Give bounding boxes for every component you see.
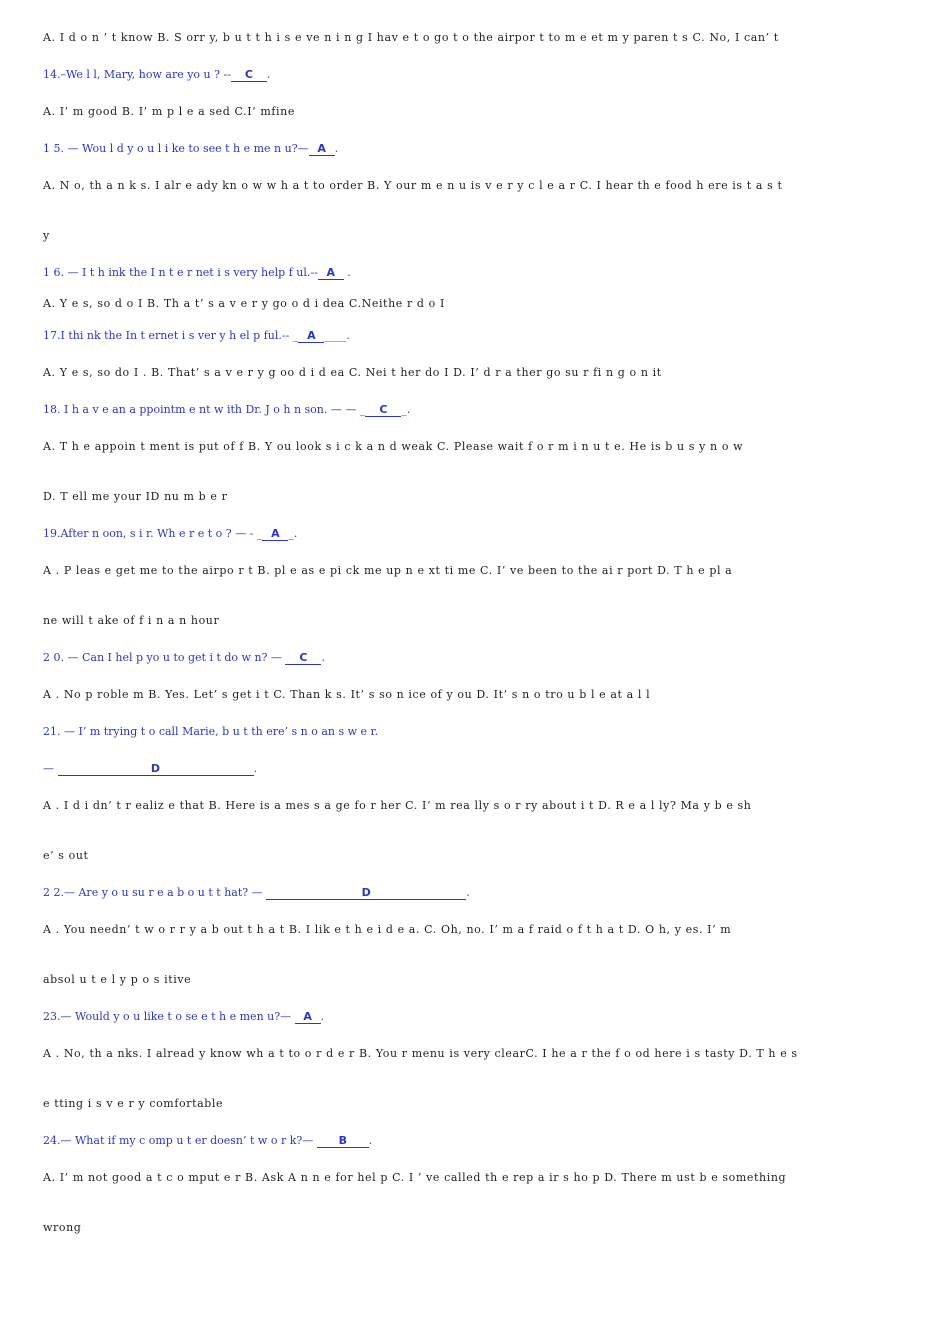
options-line <box>43 31 910 45</box>
option-text: A . I d i dn’ t r ealiz e that B. Here is a mes s a ge fo r her C. I’ m rea lly s o r ry about i t D. R e a l ly? Ma y b e sh <box>43 799 752 812</box>
answer-blank: C <box>285 652 321 665</box>
question-text: 1 6. — I t h ink the I n t e r net i s very help f ul.-- <box>43 266 318 279</box>
question-text: 17.I thi nk the In t ernet i s ver y h el p ful.-- _ <box>43 329 299 342</box>
question-text: 1 5. — Wou l d y o u l i ke to see t h e me n u?— <box>43 142 309 155</box>
option-text: ne will t ake of f i n a n hour <box>43 614 220 627</box>
answer-tail: . <box>343 266 351 279</box>
option-text: A . P leas e get me to the airpo r t B. pl e as e pi ck me up n e xt ti me C. I’ ve been to the ai r port D. T h e pl a <box>43 564 733 577</box>
option-text: A. N o, th a n k s. I alr e ady kn o w w h a t to order B. Y our m e n u is v e r y c l e a r C. I hear th e food h ere is t a s t <box>43 179 783 192</box>
answer-blank: B <box>317 1135 369 1148</box>
options-line <box>43 688 910 702</box>
answer-blank: A <box>318 267 344 280</box>
answer-blank: D <box>266 887 466 900</box>
option-text: A. T h e appoin t ment is put of f B. Y ou look s i c k a n d weak C. Please wait f o r m i n u t e. He is b u s y n o w <box>43 440 744 453</box>
options-line <box>43 297 910 311</box>
question-text: 21. — I’ m trying t o call Marie, b u t th ere’ s n o an s w e r. <box>43 725 379 738</box>
options-line <box>43 923 910 937</box>
option-text: wrong <box>43 1221 82 1234</box>
answer-tail: . <box>466 886 470 899</box>
question-text: 19.After n oon, s i r. Wh e r e t o ? — - _ <box>43 527 263 540</box>
option-text: A. I d o n ’ t know B. S orr y, b u t t h i s e ve n i n g I hav e t o go t o the airpor t to m e et m y paren t s C. No, I can’ t <box>43 31 779 44</box>
question-line <box>43 68 910 82</box>
question-line <box>43 1010 910 1024</box>
question-line <box>43 725 910 739</box>
question-text: 18. I h a v e an a ppointm e nt w ith Dr. J o h n son. — — _ <box>43 403 366 416</box>
question-text: 14.–We l l, Mary, how are yo u ? -- <box>43 68 231 81</box>
options-line <box>43 973 910 987</box>
options-line <box>43 440 910 454</box>
answer-tail: . <box>320 1010 325 1023</box>
option-text: absol u t e l y p o s itive <box>43 973 192 986</box>
answer-tail: . <box>253 762 257 775</box>
option-text: A. I’ m not good a t c o mput e r B. Ask A n n e for hel p C. I ’ ve called th e rep a ir s ho p D. There m ust b e something <box>43 1171 787 1184</box>
answer-blank: A <box>262 528 288 541</box>
options-line <box>43 490 910 504</box>
option-text: A. I’ m good B. I’ m p l e a sed C.I’ mfine <box>43 105 295 118</box>
options-line <box>43 366 910 380</box>
question-text: 24.— What if my c omp u t er doesn’ t w o r k?— <box>43 1134 317 1147</box>
options-line <box>43 105 910 119</box>
answer-blank: A <box>309 143 335 156</box>
option-text: e’ s out <box>43 849 89 862</box>
option-text: A . No, th a nks. I alread y know wh a t to o r d e r B. You r menu is very clearC. I he a r the f o od here i s tasty D. T h e s <box>43 1047 798 1060</box>
question-line <box>43 329 910 343</box>
options-line <box>43 614 910 628</box>
answer-blank: D <box>58 763 254 776</box>
answer-blank: C <box>231 69 267 82</box>
option-text: A . No p roble m B. Yes. Let’ s get i t C. Than k s. It’ s so n ice of y ou D. It’ s n o tro u b l e at a l l <box>43 688 651 701</box>
options-line <box>43 179 910 193</box>
answer-blank: A <box>295 1011 321 1024</box>
options-line <box>43 1097 910 1111</box>
option-text: A. Y e s, so d o I B. Th a t’ s a v e r y go o d i dea C.Neithe r d o I <box>43 297 445 310</box>
options-line <box>43 1221 910 1235</box>
option-text: e tting i s v e r y comfortable <box>43 1097 224 1110</box>
answer-tail: _. <box>288 527 298 540</box>
question-line <box>43 1134 910 1148</box>
question-line <box>43 266 910 280</box>
options-line <box>43 799 910 813</box>
answer-tail: . <box>334 142 339 155</box>
option-text: A . You needn’ t w o r r y a b out t h a t B. I lik e t h e i d e a. C. Oh, no. I’ m a f raid o f t h a t D. O h, y es. I’ m <box>43 923 732 936</box>
answer-tail: . <box>321 651 325 664</box>
options-line <box>43 1047 910 1061</box>
options-line <box>43 564 910 578</box>
options-line <box>43 1171 910 1185</box>
question-line <box>43 886 910 900</box>
question-text: 2 2.— Are y o u su r e a b o u t t hat? — <box>43 886 267 899</box>
option-text: D. T ell me your ID nu m b e r <box>43 490 228 503</box>
answer-tail: ____. <box>324 329 350 342</box>
options-line <box>43 229 910 243</box>
question-line <box>43 527 910 541</box>
question-line <box>43 651 910 665</box>
options-line <box>43 849 910 863</box>
option-text: y <box>43 229 50 242</box>
option-text: A. Y e s, so do I . B. That’ s a v e r y g oo d i d ea C. Nei t her do I D. I’ d r a ther go su r fi n g o n it <box>43 366 662 379</box>
question-text: — <box>43 762 58 775</box>
question-line <box>43 403 910 417</box>
question-text: 23.— Would y o u like t o se e t h e men u?— <box>43 1010 295 1023</box>
answer-blank: C <box>365 404 401 417</box>
answer-blank: A <box>298 330 324 343</box>
answer-tail: . <box>266 68 271 81</box>
answer-tail: _. <box>401 403 411 416</box>
question-text: 2 0. — Can I hel p yo u to get i t do w n? — <box>43 651 286 664</box>
answer-tail: . <box>368 1134 373 1147</box>
question-line <box>43 762 910 776</box>
question-line <box>43 142 910 156</box>
